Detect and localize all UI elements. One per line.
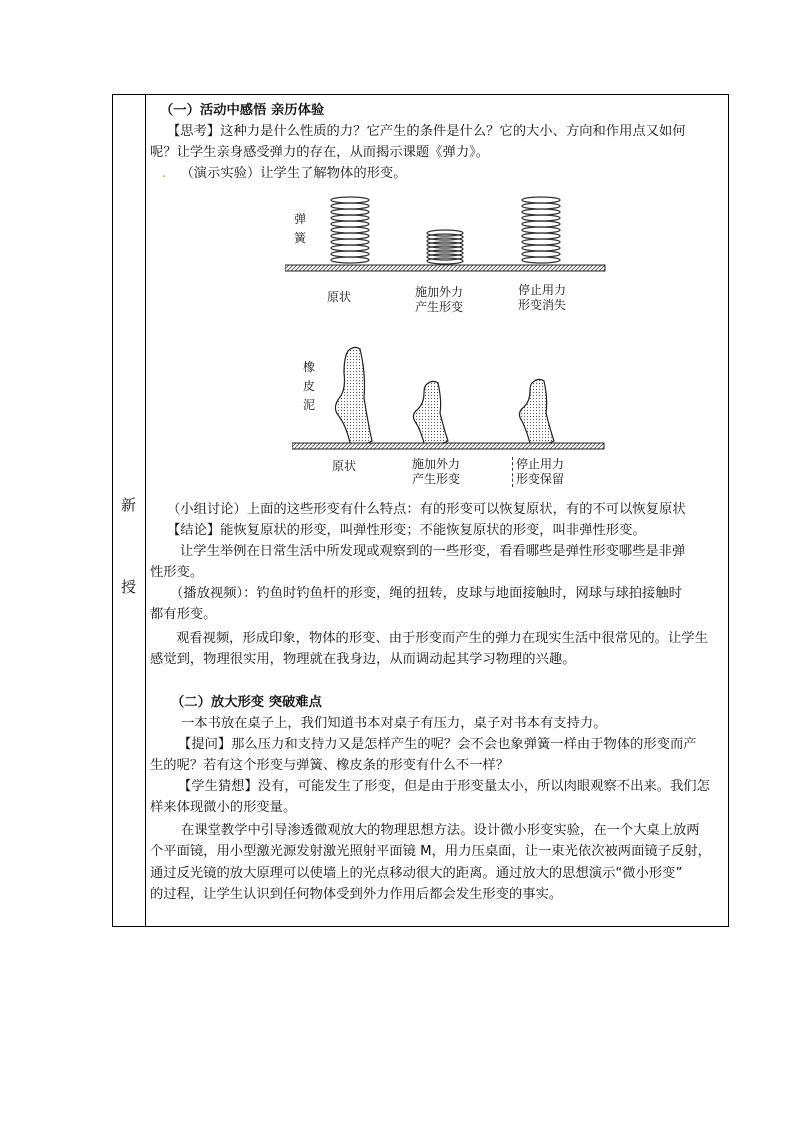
spring-side-label: 弹簧 (293, 212, 306, 245)
section1-heading: （一）活动中感悟 亲历体验 (160, 103, 325, 118)
paragraph-line: 样来体现微小的形变量。 (150, 800, 297, 815)
side-label-char-1: 新 (121, 496, 137, 514)
bullet-dot: . (162, 166, 167, 181)
paragraph-line: 生的呢？若有这个形变与弹簧、橡皮条的形变有什么不一样？ (150, 758, 510, 773)
spring-ground (285, 265, 605, 271)
demo-line-text: （演示实验）让学生了解物体的形变。 (180, 166, 407, 181)
table-column-divider (145, 94, 146, 927)
spring-caption-force: 施加外力 产生形变 (415, 285, 464, 314)
clay-ground (292, 443, 604, 449)
clay-kept (519, 379, 554, 444)
paragraph-line: 感觉到，物理很实用，物理就在我身边，从而调动起其学习物理的兴趣。 (150, 652, 576, 667)
paragraph-line: 【结论】能恢复原状的形变，叫弹性形变；不能恢复原状的形变，叫非弹性形变。 (167, 523, 646, 538)
clay-deformed (413, 381, 448, 444)
spring-original (331, 197, 369, 263)
clay-figure (292, 343, 607, 455)
paragraph-line: 的过程，让学生认识到任何物体受到外力作用后都会发生形变的事实。 (150, 887, 563, 902)
paragraph-line: 性形变。 (150, 565, 204, 580)
paragraph-line: 【提问】那么压力和支持力又是怎样产生的呢？会不会也象弹簧一样由于物体的形变而产 (178, 737, 697, 752)
spring-caption-released: 停止用力 形变消失 (518, 283, 567, 312)
clay-side-label: 橡皮泥 (302, 360, 315, 412)
paragraph-line: 都有形变。 (150, 607, 217, 622)
section2-heading: （二）放大形变 突破难点 (171, 695, 322, 710)
clay-original (335, 347, 372, 444)
paragraph-line: 在课堂教学中引导渗透微观放大的物理思想方法。设计微小形变实验，在一个大桌上放两 (181, 823, 700, 838)
paragraph-line: 【思考】这种力是什么性质的力？它产生的条件是什么？它的大小、方向和作用点又如何 (167, 124, 686, 139)
side-label-char-2: 授 (121, 578, 137, 596)
paragraph-line: （小组讨论）上面的这些形变有什么特点：有的形变可以恢复原状，有的不可以恢复原状 (167, 502, 686, 517)
spring-restored (522, 197, 560, 263)
paragraph-line: 让学生举例在日常生活中所发现或观察到的一些形变，看看哪些是弹性形变哪些是非弹 (180, 544, 686, 559)
spring-caption-original: 原状 (327, 290, 352, 304)
spring-compressed (427, 230, 463, 264)
clay-caption-original: 原状 (332, 459, 357, 473)
clay-caption-force: 施加外力 产生形变 (412, 457, 461, 486)
paragraph-line: 【学生猜想】没有，可能发生了形变，但是由于形变量太小，所以肉眼观察不出来。我们怎 (178, 779, 710, 794)
paragraph-line: 呢？让学生亲身感受弹力的存在，从而揭示课题《弹力》。 (150, 145, 490, 160)
paragraph-line: 一本书放在桌子上，我们知道书本对桌子有压力，桌子对书本有支持力。 (181, 716, 607, 731)
paragraph-line (162, 166, 407, 182)
paragraph-line: 观看视频，形成印象，物体的形变、由于形变而产生的弹力在现实生活中很常见的。让学生 (176, 631, 708, 646)
paragraph-line: 个平面镜，用小型激光源发射激光照射平面镜 M，用力压桌面，让一束光依次被两面镜子反射， (150, 844, 711, 859)
paragraph-line: 通过反光镜的放大原理可以使墙上的光点移动很大的距离。通过放大的思想演示“微小形变” (150, 866, 683, 881)
paragraph-line: （播放视频）：钓鱼时钓鱼杆的形变，绳的扭转，皮球与地面接触时，网球与球拍接触时 (170, 586, 682, 601)
spring-figure (285, 193, 610, 273)
clay-caption-released: 停止用力 形变保留 (512, 457, 564, 487)
